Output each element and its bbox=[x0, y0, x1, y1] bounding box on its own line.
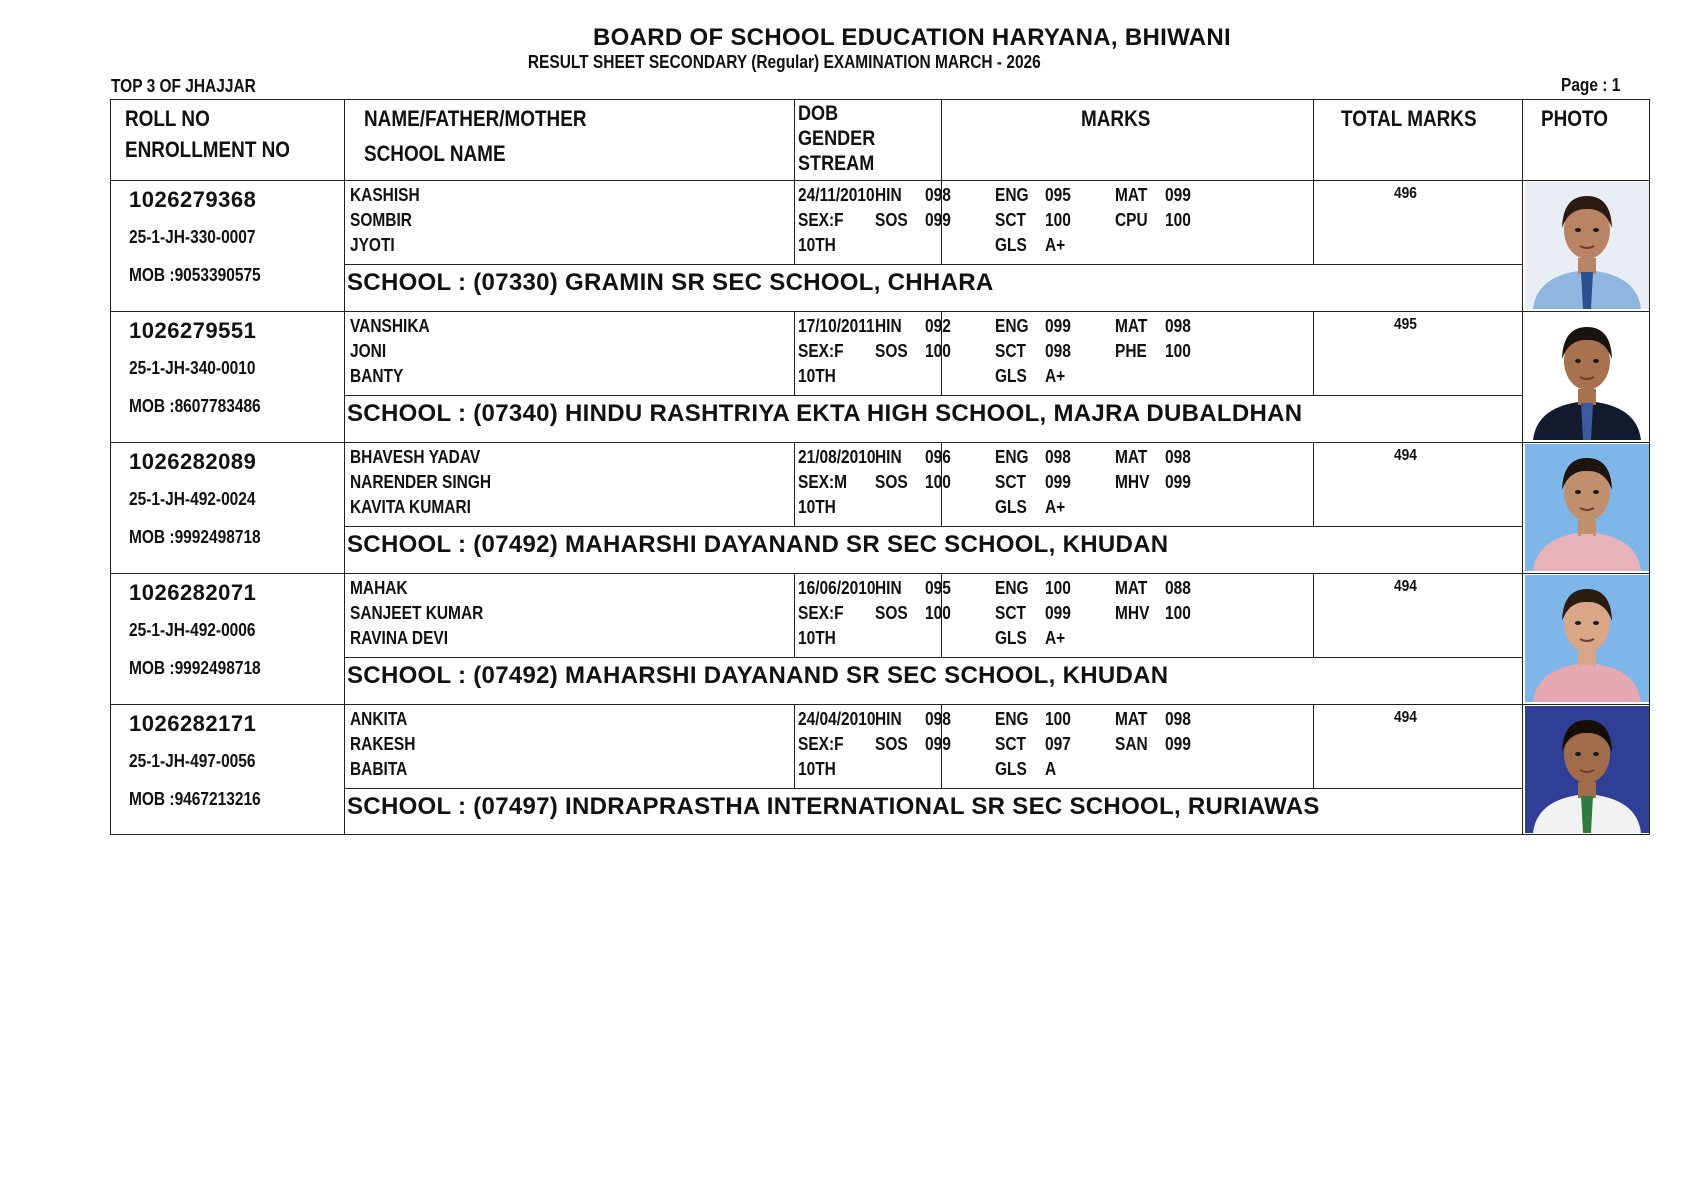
subject-mark: 100 bbox=[925, 472, 951, 492]
date-of-birth: 21/08/2010 bbox=[798, 447, 876, 467]
page-number: Page : 1 bbox=[1560, 75, 1621, 95]
subject-code: SCT bbox=[995, 472, 1026, 492]
table-header bbox=[111, 100, 1649, 181]
portrait-image bbox=[1525, 444, 1649, 571]
roll-number: 1026279368 bbox=[129, 187, 257, 212]
gls-label: GLS bbox=[995, 497, 1027, 517]
subject-mark: 100 bbox=[1045, 210, 1071, 230]
roll-number: 1026279551 bbox=[129, 318, 257, 343]
subject-mark: 099 bbox=[925, 210, 951, 230]
subject-code: SOS bbox=[875, 603, 908, 623]
col-photo: PHOTO bbox=[1541, 106, 1608, 131]
subject-mark: 088 bbox=[1165, 578, 1191, 598]
student-photo bbox=[1525, 182, 1649, 309]
subject-code: SCT bbox=[995, 210, 1026, 230]
subject-code: SCT bbox=[995, 603, 1026, 623]
subject-code: PHE bbox=[1115, 341, 1147, 361]
portrait-image bbox=[1525, 575, 1649, 702]
mother-name: RAVINA DEVI bbox=[350, 628, 449, 648]
subject-mark: 100 bbox=[925, 603, 951, 623]
student-photo bbox=[1525, 444, 1649, 571]
enrollment-number: 25-1-JH-330-0007 bbox=[129, 227, 256, 247]
father-name: SANJEET KUMAR bbox=[350, 603, 484, 623]
subject-mark: 100 bbox=[1045, 709, 1071, 729]
roll-number: 1026282071 bbox=[129, 580, 257, 605]
subject-mark: 099 bbox=[925, 734, 951, 754]
col-roll-no: ROLL NO bbox=[125, 106, 210, 131]
gls-label: GLS bbox=[995, 235, 1027, 255]
district-top-label: TOP 3 OF JHAJJAR bbox=[111, 76, 256, 96]
stream: 10TH bbox=[798, 235, 836, 255]
total-marks: 494 bbox=[1394, 447, 1417, 464]
subject-code: MHV bbox=[1115, 603, 1150, 623]
subject-code: SOS bbox=[875, 734, 908, 754]
gls-label: GLS bbox=[995, 628, 1027, 648]
subject-code: MAT bbox=[1115, 316, 1148, 336]
col-gender: GENDER bbox=[798, 127, 876, 150]
subject-code: MAT bbox=[1115, 709, 1148, 729]
student-photo bbox=[1525, 706, 1649, 833]
col-marks: MARKS bbox=[1081, 106, 1151, 131]
subject-mark: 098 bbox=[925, 185, 951, 205]
student-name: VANSHIKA bbox=[350, 316, 430, 336]
subject-code: ENG bbox=[995, 316, 1029, 336]
mobile-number: MOB :9992498718 bbox=[129, 527, 261, 547]
student-name: BHAVESH YADAV bbox=[350, 447, 481, 467]
roll-number: 1026282089 bbox=[129, 449, 257, 474]
result-table bbox=[110, 99, 1650, 835]
gender: SEX:F bbox=[798, 210, 844, 230]
enrollment-number: 25-1-JH-340-0010 bbox=[129, 358, 256, 378]
subject-mark: 100 bbox=[1165, 341, 1191, 361]
student-record bbox=[111, 181, 1649, 312]
subject-mark: 100 bbox=[925, 341, 951, 361]
gls-grade: A+ bbox=[1045, 235, 1066, 255]
subject-code: MAT bbox=[1115, 578, 1148, 598]
subject-mark: 099 bbox=[1165, 185, 1191, 205]
date-of-birth: 24/11/2010 bbox=[798, 185, 875, 205]
subject-code: SAN bbox=[1115, 734, 1148, 754]
student-record bbox=[111, 443, 1649, 574]
subject-code: ENG bbox=[995, 578, 1029, 598]
subject-code: HIN bbox=[875, 316, 902, 336]
board-title: BOARD OF SCHOOL EDUCATION HARYANA, BHIWANI bbox=[593, 24, 1231, 51]
mobile-number: MOB :9992498718 bbox=[129, 658, 261, 678]
student-name: ANKITA bbox=[350, 709, 408, 729]
mother-name: JYOTI bbox=[350, 235, 395, 255]
father-name: JONI bbox=[350, 341, 387, 361]
school-name: SCHOOL : (07340) HINDU RASHTRIYA EKTA HIGH SCHOOL, MAJRA DUBALDHAN bbox=[347, 400, 1303, 427]
mobile-number: MOB :8607783486 bbox=[129, 396, 261, 416]
subject-code: MAT bbox=[1115, 185, 1148, 205]
result-sheet-subtitle: RESULT SHEET SECONDARY (Regular) EXAMINATION MARCH - 2026 bbox=[527, 52, 1041, 72]
portrait-image bbox=[1525, 313, 1649, 440]
mobile-number: MOB :9053390575 bbox=[129, 265, 261, 285]
stream: 10TH bbox=[798, 366, 836, 386]
subject-code: CPU bbox=[1115, 210, 1148, 230]
subject-code: ENG bbox=[995, 185, 1029, 205]
father-name: SOMBIR bbox=[350, 210, 412, 230]
student-record bbox=[111, 312, 1649, 443]
subject-code: ENG bbox=[995, 447, 1029, 467]
student-name: KASHISH bbox=[350, 185, 420, 205]
father-name: RAKESH bbox=[350, 734, 416, 754]
portrait-image bbox=[1525, 706, 1649, 833]
subject-mark: 098 bbox=[925, 709, 951, 729]
roll-number: 1026282171 bbox=[129, 711, 257, 736]
col-school-name: SCHOOL NAME bbox=[364, 141, 506, 166]
student-name: MAHAK bbox=[350, 578, 408, 598]
subject-mark: 099 bbox=[1045, 472, 1071, 492]
school-name: SCHOOL : (07330) GRAMIN SR SEC SCHOOL, CHHARA bbox=[347, 269, 994, 296]
subject-code: SOS bbox=[875, 472, 908, 492]
subject-mark: 100 bbox=[1165, 210, 1191, 230]
gender: SEX:F bbox=[798, 341, 844, 361]
subject-code: HIN bbox=[875, 185, 902, 205]
gls-grade: A+ bbox=[1045, 628, 1066, 648]
subject-mark: 095 bbox=[925, 578, 951, 598]
student-photo bbox=[1525, 313, 1649, 440]
enrollment-number: 25-1-JH-492-0024 bbox=[129, 489, 256, 509]
student-record bbox=[111, 574, 1649, 705]
subject-mark: 098 bbox=[1045, 447, 1071, 467]
date-of-birth: 16/06/2010 bbox=[798, 578, 876, 598]
subject-code: ENG bbox=[995, 709, 1029, 729]
father-name: NARENDER SINGH bbox=[350, 472, 492, 492]
subject-code: SOS bbox=[875, 341, 908, 361]
gls-grade: A bbox=[1045, 759, 1057, 779]
gls-grade: A+ bbox=[1045, 366, 1066, 386]
total-marks: 495 bbox=[1394, 316, 1417, 333]
gender: SEX:F bbox=[798, 603, 844, 623]
date-of-birth: 17/10/2011 bbox=[798, 316, 875, 336]
student-record bbox=[111, 705, 1649, 834]
col-stream: STREAM bbox=[798, 152, 875, 175]
school-name: SCHOOL : (07497) INDRAPRASTHA INTERNATIONAL SR SEC SCHOOL, RURIAWAS bbox=[347, 793, 1320, 820]
total-marks: 494 bbox=[1394, 709, 1417, 726]
stream: 10TH bbox=[798, 759, 836, 779]
gls-label: GLS bbox=[995, 759, 1027, 779]
mother-name: BABITA bbox=[350, 759, 408, 779]
gender: SEX:M bbox=[798, 472, 848, 492]
subject-mark: 100 bbox=[1045, 578, 1071, 598]
mobile-number: MOB :9467213216 bbox=[129, 789, 261, 809]
school-name: SCHOOL : (07492) MAHARSHI DAYANAND SR SEC SCHOOL, KHUDAN bbox=[347, 531, 1169, 558]
enrollment-number: 25-1-JH-492-0006 bbox=[129, 620, 256, 640]
subject-mark: 095 bbox=[1045, 185, 1071, 205]
subject-mark: 099 bbox=[1165, 734, 1191, 754]
subject-mark: 097 bbox=[1045, 734, 1071, 754]
gls-grade: A+ bbox=[1045, 497, 1066, 517]
subject-mark: 099 bbox=[1045, 603, 1071, 623]
subject-code: MHV bbox=[1115, 472, 1150, 492]
mother-name: BANTY bbox=[350, 366, 404, 386]
col-enrollment-no: ENROLLMENT NO bbox=[125, 137, 291, 162]
records-body bbox=[111, 181, 1649, 834]
subject-mark: 100 bbox=[1165, 603, 1191, 623]
col-total-marks: TOTAL MARKS bbox=[1341, 106, 1477, 131]
subject-mark: 099 bbox=[1165, 472, 1191, 492]
subject-mark: 099 bbox=[1045, 316, 1071, 336]
portrait-image bbox=[1525, 182, 1649, 309]
subject-code: HIN bbox=[875, 447, 902, 467]
date-of-birth: 24/04/2010 bbox=[798, 709, 876, 729]
stream: 10TH bbox=[798, 628, 836, 648]
subject-mark: 092 bbox=[925, 316, 951, 336]
subject-code: SOS bbox=[875, 210, 908, 230]
col-name: NAME/FATHER/MOTHER bbox=[364, 106, 587, 131]
gls-label: GLS bbox=[995, 366, 1027, 386]
subject-mark: 098 bbox=[1165, 709, 1191, 729]
school-name: SCHOOL : (07492) MAHARSHI DAYANAND SR SEC SCHOOL, KHUDAN bbox=[347, 662, 1169, 689]
subject-code: HIN bbox=[875, 709, 902, 729]
subject-code: MAT bbox=[1115, 447, 1148, 467]
subject-code: SCT bbox=[995, 341, 1026, 361]
student-photo bbox=[1525, 575, 1649, 702]
subject-mark: 098 bbox=[1045, 341, 1071, 361]
col-dob: DOB bbox=[798, 102, 839, 125]
subject-code: HIN bbox=[875, 578, 902, 598]
gender: SEX:F bbox=[798, 734, 844, 754]
total-marks: 496 bbox=[1394, 185, 1417, 202]
enrollment-number: 25-1-JH-497-0056 bbox=[129, 751, 256, 771]
total-marks: 494 bbox=[1394, 578, 1417, 595]
stream: 10TH bbox=[798, 497, 836, 517]
subject-mark: 098 bbox=[1165, 447, 1191, 467]
mother-name: KAVITA KUMARI bbox=[350, 497, 471, 517]
subject-code: SCT bbox=[995, 734, 1026, 754]
subject-mark: 098 bbox=[1165, 316, 1191, 336]
subject-mark: 096 bbox=[925, 447, 951, 467]
